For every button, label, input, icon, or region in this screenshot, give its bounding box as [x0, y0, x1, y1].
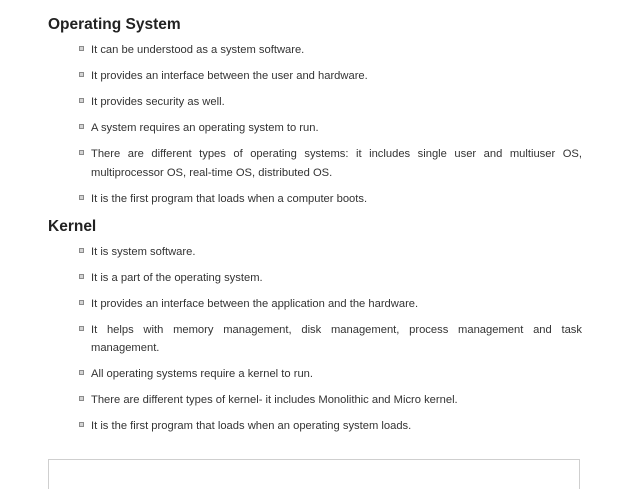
list-item: [79, 295, 582, 314]
list-item: [79, 67, 582, 86]
square-bullet-icon: [79, 195, 84, 200]
list-item: [79, 119, 582, 138]
list-item-text: There are different types of operating systems: it includes single user and multiuser OS, multiprocessor OS, real-time OS, distributed OS.: [91, 148, 582, 179]
kernel-list: [48, 243, 582, 436]
square-bullet-icon: [79, 396, 84, 401]
list-item: [79, 243, 582, 262]
next-content-box: [48, 459, 580, 489]
square-bullet-icon: [79, 248, 84, 253]
list-item: [79, 145, 582, 182]
section-title-kernel: Kernel: [48, 217, 97, 235]
square-bullet-icon: [79, 150, 84, 155]
section-title-operating-system: Operating System: [48, 16, 181, 33]
list-item: [79, 190, 582, 209]
list-item-text: All operating systems require a kernel to run.: [91, 368, 313, 380]
square-bullet-icon: [79, 326, 84, 331]
square-bullet-icon: [79, 274, 84, 279]
list-item-text: It can be understood as a system software.: [91, 44, 305, 56]
list-item: [79, 365, 582, 384]
list-item-text: It provides an interface between the user and hardware.: [91, 70, 368, 82]
square-bullet-icon: [79, 98, 84, 103]
square-bullet-icon: [79, 422, 84, 427]
list-item: [79, 391, 582, 410]
list-item-text: It is the first program that loads when an operating system loads.: [91, 420, 412, 432]
list-item-text: It provides an interface between the application and the hardware.: [91, 297, 419, 310]
square-bullet-icon: [79, 124, 84, 129]
article-content: [48, 14, 582, 443]
square-bullet-icon: [79, 46, 84, 51]
list-item-text: It provides security as well.: [91, 96, 225, 108]
list-item-text: It helps with memory management, disk management, process management and task management.: [91, 323, 582, 354]
list-item: [79, 41, 582, 60]
square-bullet-icon: [79, 370, 84, 375]
list-item-text: There are different types of kernel- it includes Monolithic and Micro kernel.: [91, 394, 458, 406]
list-item: [79, 417, 582, 436]
list-item-text: It is system software.: [91, 245, 196, 258]
operating-system-list: [48, 41, 582, 208]
square-bullet-icon: [79, 72, 84, 77]
list-item-text: It is a part of the operating system.: [91, 271, 263, 284]
list-item: [79, 321, 582, 358]
list-item-text: It is the first program that loads when a computer boots.: [91, 192, 368, 205]
list-item: [79, 269, 582, 288]
list-item: [79, 93, 582, 112]
list-item-text: A system requires an operating system to run.: [91, 122, 319, 134]
square-bullet-icon: [79, 300, 84, 305]
